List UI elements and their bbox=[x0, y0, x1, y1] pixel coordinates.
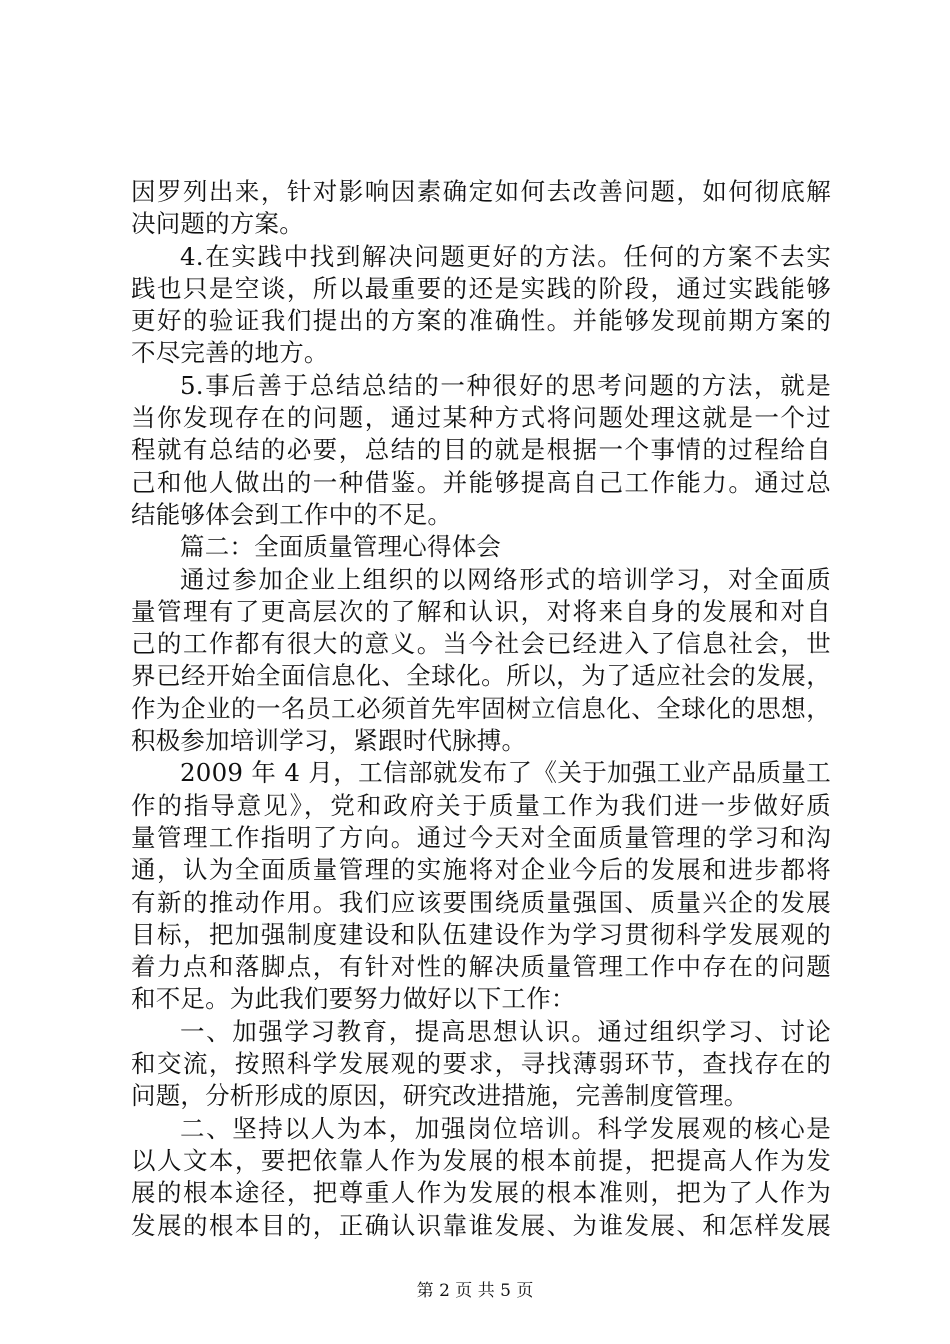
text-line: 量管理工作指明了方向。通过今天对全面质量管理的学习和沟 bbox=[131, 822, 831, 852]
text-line: 通过参加企业上组织的以网络形式的培训学习，对全面质 bbox=[180, 564, 831, 594]
text-line: 篇二：全面质量管理心得体会 bbox=[180, 532, 502, 562]
text-line: 着力点和落脚点，有针对性的解决质量管理工作中存在的问题 bbox=[131, 952, 831, 982]
text-line: 不尽完善的地方。 bbox=[131, 338, 329, 368]
text-line: 4.在实践中找到解决问题更好的方法。任何的方案不去实 bbox=[180, 241, 831, 271]
text-line: 有新的推动作用。我们应该要围绕质量强国、质量兴企的发展 bbox=[131, 887, 831, 917]
text-line: 作的指导意见》，党和政府关于质量工作为我们进一步做好质 bbox=[131, 790, 831, 820]
text-line: 二、坚持以人为本，加强岗位培训。科学发展观的核心是 bbox=[180, 1113, 831, 1143]
text-line: 当你发现存在的问题，通过某种方式将问题处理这就是一个过 bbox=[131, 403, 831, 433]
text-line: 和交流，按照科学发展观的要求，寻找薄弱环节，查找存在的 bbox=[131, 1049, 831, 1079]
text-line: 通，认为全面质量管理的实施将对企业今后的发展和进步都将 bbox=[131, 855, 831, 885]
text-line: 5.事后善于总结总结的一种很好的思考问题的方法，就是 bbox=[180, 370, 831, 400]
text-line: 界已经开始全面信息化、全球化。所以，为了适应社会的发展， bbox=[131, 661, 831, 691]
text-line: 和不足。为此我们要努力做好以下工作： bbox=[131, 984, 576, 1014]
text-line: 作为企业的一名员工必须首先牢固树立信息化、全球化的思想， bbox=[131, 693, 831, 723]
text-line: 因罗列出来，针对影响因素确定如何去改善问题，如何彻底解 bbox=[131, 177, 831, 206]
text-line: 践也只是空谈，所以最重要的还是实践的阶段，通过实践能够 bbox=[131, 273, 831, 303]
text-line: 己的工作都有很大的意义。当今社会已经进入了信息社会，世 bbox=[131, 629, 831, 659]
text-line: 展的根本途径，把尊重人作为发展的根本准则，把为了人作为 bbox=[131, 1178, 831, 1208]
text-line: 目标，把加强制度建设和队伍建设作为学习贯彻科学发展观的 bbox=[131, 919, 831, 949]
text-line: 以人文本，要把依靠人作为发展的根本前提，把提高人作为发 bbox=[131, 1145, 831, 1175]
text-line: 量管理有了更高层次的了解和认识，对将来自身的发展和对自 bbox=[131, 596, 831, 626]
text-line: 己和他人做出的一种借鉴。并能够提高自己工作能力。通过总 bbox=[131, 467, 831, 497]
text-line: 问题，分析形成的原因，研究改进措施，完善制度管理。 bbox=[131, 1081, 749, 1111]
text-line: 结能够体会到工作中的不足。 bbox=[131, 499, 453, 529]
text-line: 程就有总结的必要，总结的目的就是根据一个事情的过程给自 bbox=[131, 435, 831, 465]
text-line: 积极参加培训学习，紧跟时代脉搏。 bbox=[131, 726, 527, 756]
page-footer: 第 2 页 共 5 页 bbox=[416, 1281, 534, 1301]
text-line: 决问题的方案。 bbox=[131, 209, 304, 239]
text-line: 2009 年 4 月，工信部就发布了《关于加强工业产品质量工 bbox=[180, 758, 831, 788]
text-line: 一、加强学习教育，提高思想认识。通过组织学习、讨论 bbox=[180, 1016, 831, 1046]
text-line: 更好的验证我们提出的方案的准确性。并能够发现前期方案的 bbox=[131, 306, 831, 336]
document-body bbox=[131, 176, 831, 1242]
text-line: 发展的根本目的，正确认识靠谁发展、为谁发展、和怎样发展 bbox=[131, 1210, 831, 1240]
